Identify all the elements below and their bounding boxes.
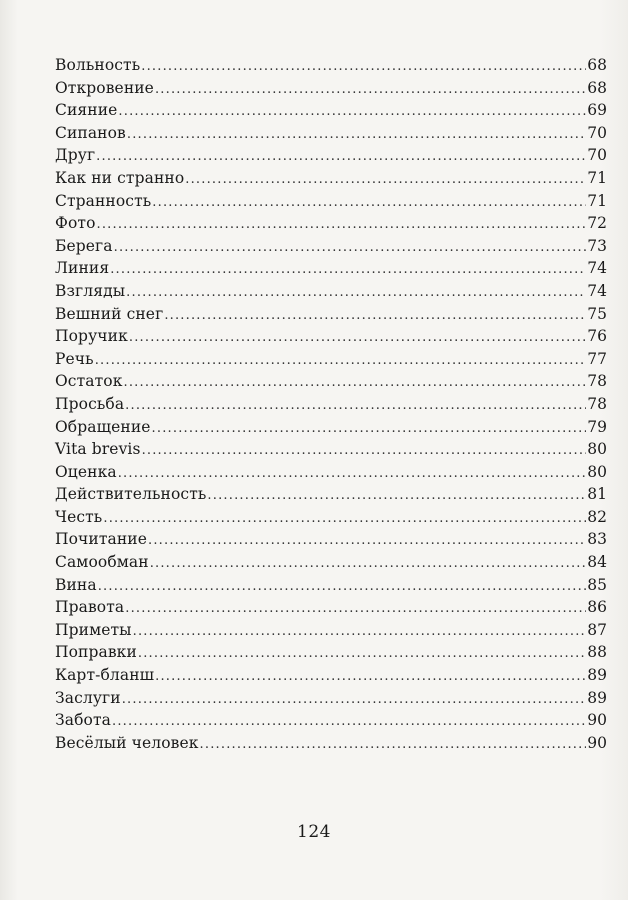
- toc-entry: [55, 551, 607, 574]
- toc-entry-title: Сияние: [55, 101, 118, 120]
- toc-entry-page: 90: [587, 733, 607, 752]
- toc-entry: [55, 438, 607, 461]
- dot-leader: [125, 395, 586, 418]
- dot-leader: [138, 643, 586, 666]
- toc-entry: [55, 235, 607, 258]
- toc-entry-page: 82: [587, 507, 607, 526]
- toc-entry-title: Действительность: [55, 485, 207, 504]
- toc-entry: [55, 596, 607, 619]
- dot-leader: [185, 169, 586, 192]
- toc-entry-page: 72: [587, 214, 607, 233]
- dot-leader: [164, 305, 586, 328]
- toc-entry: [55, 574, 607, 597]
- toc-entry-title: Просьба: [55, 394, 125, 413]
- toc-entry-title: Поручик: [55, 327, 128, 346]
- toc-entry-page: 79: [587, 417, 607, 436]
- toc-entry-page: 70: [587, 123, 607, 142]
- toc-entry-title: Взгляды: [55, 281, 126, 300]
- toc-entry-page: 78: [587, 372, 607, 391]
- dot-leader: [152, 192, 586, 215]
- toc-entry-title: Вольность: [55, 56, 141, 74]
- toc-entry: [55, 212, 607, 235]
- toc-entry: [55, 348, 607, 371]
- toc-entry-page: 71: [587, 191, 607, 210]
- toc-entry: [55, 77, 607, 100]
- dot-leader: [124, 372, 587, 395]
- toc-entry-title: Почитание: [55, 530, 147, 549]
- dot-leader: [155, 79, 586, 102]
- dot-leader: [129, 327, 586, 350]
- toc-entry: [55, 709, 607, 732]
- toc-entry-title: Приметы: [55, 620, 132, 639]
- toc-entry: [55, 280, 607, 303]
- toc-entry-page: 75: [587, 304, 607, 323]
- toc-entry: [55, 641, 607, 664]
- dot-leader: [200, 734, 586, 757]
- toc-entry-title: Сипанов: [55, 123, 126, 142]
- toc-entry: [55, 122, 607, 145]
- toc-entry: [55, 99, 607, 122]
- toc-entry-title: Берега: [55, 236, 113, 255]
- dot-leader: [125, 598, 586, 621]
- toc-entry-title: Вина: [55, 575, 97, 594]
- dot-leader: [152, 418, 586, 441]
- toc-entry: [55, 461, 607, 484]
- toc-entry-title: Линия: [55, 259, 110, 278]
- toc-entry-title: Правота: [55, 598, 125, 617]
- toc-entry-title: Оценка: [55, 462, 117, 481]
- toc-entry-title: Заслуги: [55, 688, 121, 707]
- toc-entry: [55, 506, 607, 529]
- toc-entry-title: Поправки: [55, 643, 137, 662]
- page-number: 124: [297, 822, 331, 842]
- toc-entry-title: Как ни странно: [55, 168, 185, 187]
- toc-entry-page: 76: [587, 327, 607, 346]
- toc-entry-title: Странность: [55, 191, 152, 210]
- toc-entry-title: Обращение: [55, 417, 151, 436]
- toc-entry-page: 89: [587, 688, 607, 707]
- dot-leader: [110, 259, 586, 282]
- dot-leader: [97, 214, 586, 237]
- toc-entry: [55, 144, 607, 167]
- toc-entry: [55, 393, 607, 416]
- toc-entry-page: 84: [587, 553, 607, 572]
- toc-entry-title: Друг: [55, 146, 96, 165]
- toc-entry-page: 70: [587, 146, 607, 165]
- toc-entry: [55, 325, 607, 348]
- toc-entry-title: Карт-бланш: [55, 666, 155, 685]
- toc-entry: [55, 416, 607, 439]
- toc-entry-page: 69: [587, 101, 607, 120]
- toc-entry: [55, 303, 607, 326]
- dot-leader: [98, 576, 586, 599]
- toc-entry-page: 68: [587, 78, 607, 97]
- toc-entry-page: 85: [587, 575, 607, 594]
- dot-leader: [155, 666, 586, 689]
- dot-leader: [126, 282, 586, 305]
- toc-entry: [55, 483, 607, 506]
- toc-entry-page: 80: [587, 440, 607, 459]
- toc-entry-page: 73: [587, 236, 607, 255]
- toc-entry: [55, 190, 607, 213]
- toc-entry-page: 86: [587, 598, 607, 617]
- toc-entry: [55, 54, 607, 77]
- dot-leader: [114, 237, 586, 260]
- toc-entry: [55, 619, 607, 642]
- toc-entry-title: Честь: [55, 507, 103, 526]
- dot-leader: [127, 124, 586, 147]
- dot-leader: [96, 146, 586, 169]
- toc-entry-page: 90: [587, 711, 607, 730]
- toc-entry-page: 83: [587, 530, 607, 549]
- toc-entry-page: 87: [587, 620, 607, 639]
- toc-entry: [55, 687, 607, 710]
- toc-entry: [55, 664, 607, 687]
- dot-leader: [103, 508, 586, 531]
- toc-entry: [55, 370, 607, 393]
- dot-leader: [207, 485, 586, 508]
- dot-leader: [141, 56, 586, 79]
- toc-entry-page: 68: [587, 56, 607, 74]
- dot-leader: [150, 553, 586, 576]
- toc-entry-page: 80: [587, 462, 607, 481]
- toc-entry-page: 74: [587, 259, 607, 278]
- dot-leader: [112, 711, 586, 734]
- toc-entry-page: 88: [587, 643, 607, 662]
- table-of-contents: [55, 54, 607, 754]
- toc-entry: [55, 167, 607, 190]
- toc-entry-page: 71: [587, 168, 607, 187]
- toc-entry-title: Весёлый человек: [55, 733, 199, 752]
- toc-entry-page: 78: [587, 394, 607, 413]
- toc-entry-title: Речь: [55, 349, 94, 368]
- toc-entry: [55, 732, 607, 755]
- dot-leader: [133, 621, 586, 644]
- toc-entry-title: Остаток: [55, 372, 123, 391]
- dot-leader: [95, 350, 586, 373]
- toc-entry: [55, 257, 607, 280]
- toc-entry-title: Забота: [55, 711, 111, 730]
- toc-entry-page: 81: [587, 485, 607, 504]
- dot-leader: [118, 101, 586, 124]
- toc-entry: [55, 528, 607, 551]
- toc-entry-title: Вешний снег: [55, 304, 164, 323]
- dot-leader: [122, 689, 586, 712]
- toc-entry-title: Самообман: [55, 553, 149, 572]
- dot-leader: [142, 440, 586, 463]
- dot-leader: [148, 530, 586, 553]
- toc-entry-page: 89: [587, 666, 607, 685]
- toc-entry-title: Vita brevis: [55, 440, 141, 459]
- toc-entry-page: 77: [587, 349, 607, 368]
- dot-leader: [118, 463, 586, 486]
- toc-entry-page: 74: [587, 281, 607, 300]
- toc-entry-title: Фото: [55, 214, 96, 233]
- toc-entry-title: Откровение: [55, 78, 154, 97]
